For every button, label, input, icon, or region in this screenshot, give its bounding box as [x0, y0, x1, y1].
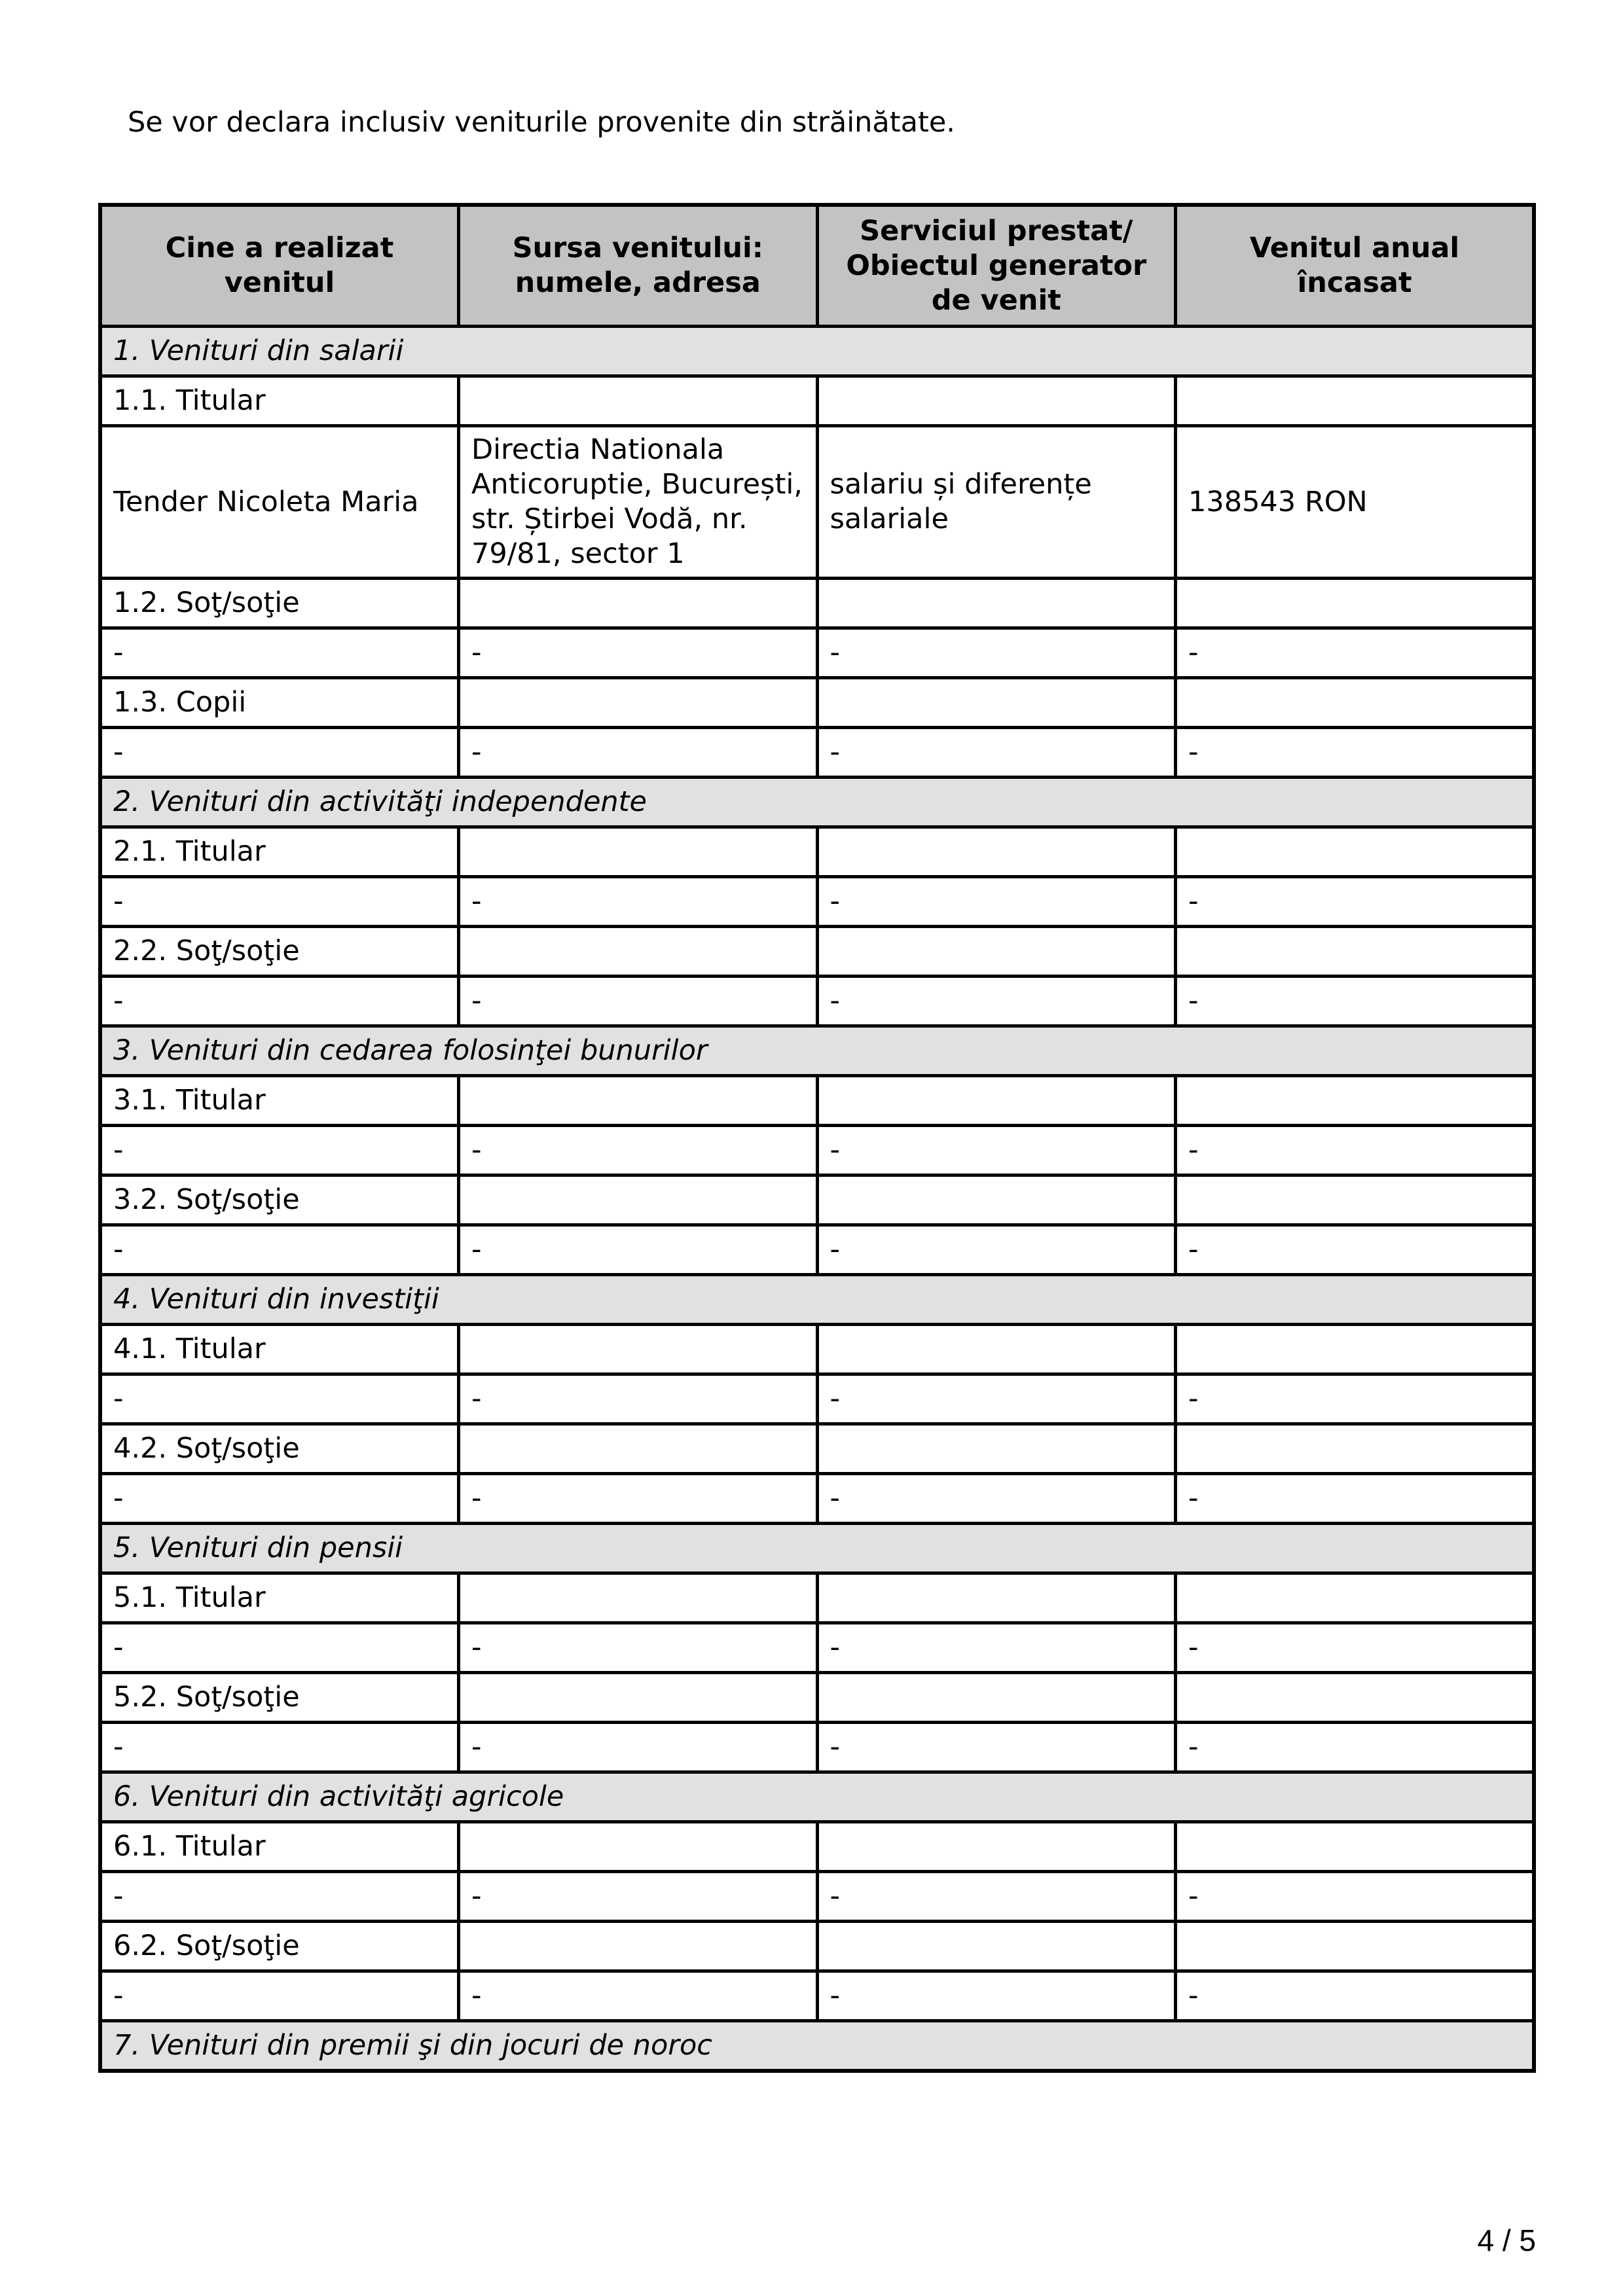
table-row — [100, 827, 1534, 877]
cell-who: - — [100, 1723, 459, 1772]
income-table — [98, 203, 1536, 2073]
cell-who: - — [100, 628, 459, 678]
cell-source: - — [459, 1872, 818, 1922]
table-row — [100, 1971, 1534, 2021]
table-row — [100, 1374, 1534, 1424]
cell-service — [817, 1325, 1176, 1374]
cell-annual-income — [1176, 376, 1535, 426]
cell-service — [817, 1673, 1176, 1723]
cell-source: - — [459, 728, 818, 778]
intro-text: Se vor declara inclusiv veniturile provenite din străinătate. — [128, 106, 955, 139]
cell-annual-income: - — [1176, 977, 1535, 1026]
table-body — [100, 327, 1534, 2072]
cell-who: - — [100, 1374, 459, 1424]
section-row — [100, 1524, 1534, 1573]
cell-who: 6.1. Titular — [100, 1822, 459, 1872]
cell-service: - — [817, 1374, 1176, 1424]
cell-source — [459, 1922, 818, 1971]
cell-service — [817, 1922, 1176, 1971]
table-row — [100, 728, 1534, 778]
table-row — [100, 628, 1534, 678]
cell-service: - — [817, 1872, 1176, 1922]
cell-who: - — [100, 1971, 459, 2021]
cell-source — [459, 376, 818, 426]
cell-source: - — [459, 1474, 818, 1524]
section-title: 1. Venituri din salarii — [100, 327, 1534, 376]
table-row — [100, 1822, 1534, 1872]
cell-service — [817, 1076, 1176, 1126]
section-title: 4. Venituri din investiţii — [100, 1275, 1534, 1325]
cell-annual-income — [1176, 579, 1535, 628]
cell-who: - — [100, 1474, 459, 1524]
cell-source: - — [459, 1623, 818, 1673]
table-row — [100, 1673, 1534, 1723]
cell-service — [817, 927, 1176, 977]
table-row — [100, 1474, 1534, 1524]
cell-who: 1.2. Soţ/soţie — [100, 579, 459, 628]
cell-source — [459, 1175, 818, 1225]
cell-source: - — [459, 1225, 818, 1275]
cell-service — [817, 678, 1176, 728]
cell-source — [459, 1424, 818, 1474]
cell-who: 3.2. Soţ/soţie — [100, 1175, 459, 1225]
table-row — [100, 1872, 1534, 1922]
cell-service: - — [817, 1225, 1176, 1275]
section-row — [100, 778, 1534, 827]
cell-source — [459, 1325, 818, 1374]
cell-source — [459, 827, 818, 877]
cell-annual-income — [1176, 1673, 1535, 1723]
cell-annual-income — [1176, 1573, 1535, 1623]
header-cell-service: Serviciul prestat/ Obiectul generator de venit — [817, 205, 1176, 327]
cell-who: 1.3. Copii — [100, 678, 459, 728]
cell-source — [459, 579, 818, 628]
table-row — [100, 1325, 1534, 1374]
cell-annual-income: - — [1176, 1872, 1535, 1922]
cell-service: - — [817, 628, 1176, 678]
cell-source — [459, 927, 818, 977]
cell-annual-income — [1176, 1424, 1535, 1474]
section-row — [100, 1772, 1534, 1822]
table-row — [100, 1922, 1534, 1971]
table-row — [100, 376, 1534, 426]
cell-service: salariu și diferențe salariale — [817, 426, 1176, 579]
cell-who: - — [100, 877, 459, 927]
cell-source: - — [459, 1126, 818, 1175]
cell-who: - — [100, 1872, 459, 1922]
header-cell-annual-income: Venitul anual încasat — [1176, 205, 1535, 327]
cell-annual-income: - — [1176, 1474, 1535, 1524]
cell-who: 6.2. Soţ/soţie — [100, 1922, 459, 1971]
cell-source — [459, 1573, 818, 1623]
section-row — [100, 1026, 1534, 1076]
cell-annual-income — [1176, 1922, 1535, 1971]
section-row — [100, 2021, 1534, 2072]
cell-source: - — [459, 977, 818, 1026]
cell-annual-income: - — [1176, 1225, 1535, 1275]
table-row — [100, 877, 1534, 927]
cell-source: - — [459, 877, 818, 927]
cell-who: - — [100, 977, 459, 1026]
cell-who: 2.2. Soţ/soţie — [100, 927, 459, 977]
cell-annual-income: 138543 RON — [1176, 426, 1535, 579]
cell-service: - — [817, 1723, 1176, 1772]
cell-service — [817, 376, 1176, 426]
table-row — [100, 1573, 1534, 1623]
cell-who: 3.1. Titular — [100, 1076, 459, 1126]
cell-who: 5.1. Titular — [100, 1573, 459, 1623]
header-cell-who: Cine a realizat venitul — [100, 205, 459, 327]
cell-service — [817, 1822, 1176, 1872]
cell-who: 5.2. Soţ/soţie — [100, 1673, 459, 1723]
cell-who: 2.1. Titular — [100, 827, 459, 877]
cell-annual-income: - — [1176, 628, 1535, 678]
cell-service: - — [817, 1623, 1176, 1673]
table-row — [100, 1175, 1534, 1225]
page-number: 4 / 5 — [1477, 2223, 1536, 2257]
cell-who: - — [100, 1225, 459, 1275]
cell-service — [817, 1175, 1176, 1225]
cell-source — [459, 678, 818, 728]
table-row — [100, 927, 1534, 977]
table-row — [100, 678, 1534, 728]
cell-annual-income — [1176, 827, 1535, 877]
cell-who: 4.2. Soţ/soţie — [100, 1424, 459, 1474]
cell-annual-income: - — [1176, 1971, 1535, 2021]
cell-service: - — [817, 977, 1176, 1026]
cell-service: - — [817, 877, 1176, 927]
cell-annual-income — [1176, 1822, 1535, 1872]
cell-source — [459, 1076, 818, 1126]
cell-source — [459, 1822, 818, 1872]
table-row — [100, 1723, 1534, 1772]
table-row — [100, 1623, 1534, 1673]
cell-source: - — [459, 628, 818, 678]
cell-service: - — [817, 1126, 1176, 1175]
cell-who: - — [100, 1623, 459, 1673]
cell-annual-income: - — [1176, 877, 1535, 927]
section-row — [100, 1275, 1534, 1325]
section-title: 3. Venituri din cedarea folosinţei bunurilor — [100, 1026, 1534, 1076]
section-row — [100, 327, 1534, 376]
cell-annual-income: - — [1176, 1723, 1535, 1772]
cell-who: - — [100, 728, 459, 778]
cell-source — [459, 1673, 818, 1723]
cell-annual-income: - — [1176, 1374, 1535, 1424]
cell-who: 4.1. Titular — [100, 1325, 459, 1374]
cell-service — [817, 579, 1176, 628]
table-row — [100, 1225, 1534, 1275]
table-row — [100, 977, 1534, 1026]
table-row — [100, 1424, 1534, 1474]
section-title: 5. Venituri din pensii — [100, 1524, 1534, 1573]
section-title: 2. Venituri din activităţi independente — [100, 778, 1534, 827]
cell-who: Tender Nicoleta Maria — [100, 426, 459, 579]
header-cell-source: Sursa venitului: numele, adresa — [459, 205, 818, 327]
cell-annual-income — [1176, 927, 1535, 977]
cell-service — [817, 1424, 1176, 1474]
cell-who: 1.1. Titular — [100, 376, 459, 426]
cell-annual-income: - — [1176, 728, 1535, 778]
cell-service — [817, 1573, 1176, 1623]
cell-source: - — [459, 1374, 818, 1424]
cell-source: Directia Nationala Anticoruptie, București, str. Știrbei Vodă, nr. 79/81, sector 1 — [459, 426, 818, 579]
cell-source: - — [459, 1723, 818, 1772]
cell-service: - — [817, 1971, 1176, 2021]
cell-annual-income: - — [1176, 1126, 1535, 1175]
section-title: 7. Venituri din premii şi din jocuri de noroc — [100, 2021, 1534, 2072]
section-title: 6. Venituri din activităţi agricole — [100, 1772, 1534, 1822]
cell-annual-income — [1176, 1325, 1535, 1374]
cell-service: - — [817, 728, 1176, 778]
header-row — [100, 205, 1534, 327]
cell-annual-income — [1176, 1076, 1535, 1126]
cell-service: - — [817, 1474, 1176, 1524]
table-row — [100, 426, 1534, 579]
cell-service — [817, 827, 1176, 877]
cell-annual-income — [1176, 678, 1535, 728]
cell-source: - — [459, 1971, 818, 2021]
table-row — [100, 1076, 1534, 1126]
table-row — [100, 1126, 1534, 1175]
table-row — [100, 579, 1534, 628]
cell-annual-income — [1176, 1175, 1535, 1225]
cell-annual-income: - — [1176, 1623, 1535, 1673]
cell-who: - — [100, 1126, 459, 1175]
